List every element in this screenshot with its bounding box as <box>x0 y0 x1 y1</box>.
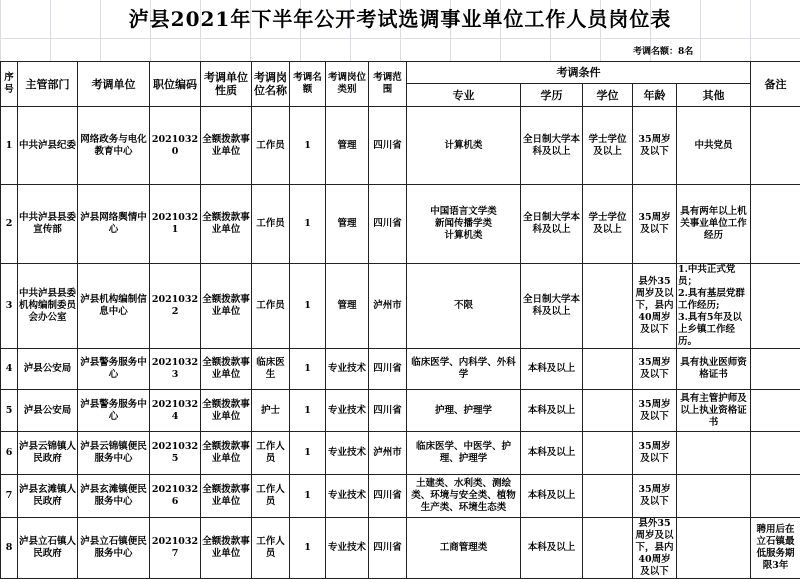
header-post: 考调岗位名称 <box>252 62 290 107</box>
cell-count: 1 <box>290 518 326 579</box>
cell-code: 20210321 <box>150 185 201 264</box>
cell-remark <box>751 349 800 390</box>
cell-other: 具有两年以上机关事业单位工作经历 <box>677 185 751 264</box>
cell-post: 工作员 <box>252 264 290 349</box>
cell-major: 护理、护理学 <box>407 390 521 432</box>
cell-major: 土建类、水利类、测绘类、环境与安全类、植物生产类、环境生态类 <box>407 475 521 518</box>
cell-education: 本科及以上 <box>521 432 583 475</box>
cell-other <box>677 518 751 579</box>
table-row <box>1 349 800 390</box>
cell-dept: 泸县玄滩镇人民政府 <box>18 475 78 518</box>
header-other: 其他 <box>677 84 751 107</box>
cell-seq: 2 <box>1 185 18 264</box>
header-count: 考调名额 <box>290 62 326 107</box>
cell-count: 1 <box>290 107 326 185</box>
cell-education: 全日制大学本科及以上 <box>521 107 583 185</box>
table-body <box>1 107 800 579</box>
cell-scope: 四川省 <box>369 390 407 432</box>
cell-post: 工作人员 <box>252 475 290 518</box>
cell-scope: 四川省 <box>369 475 407 518</box>
positions-table <box>0 61 800 579</box>
cell-other <box>677 432 751 475</box>
cell-scope: 四川省 <box>369 185 407 264</box>
cell-post: 工作人员 <box>252 518 290 579</box>
cell-seq: 8 <box>1 518 18 579</box>
cell-other: 中共党员 <box>677 107 751 185</box>
cell-major: 临床医学、中医学、护理、护理学 <box>407 432 521 475</box>
cell-post: 工作员 <box>252 185 290 264</box>
table-row <box>1 475 800 518</box>
cell-unit: 网络政务与电化教育中心 <box>78 107 150 185</box>
table-row <box>1 185 800 264</box>
cell-degree <box>583 518 633 579</box>
cell-education: 本科及以上 <box>521 518 583 579</box>
cell-dept: 中共泸县纪委 <box>18 107 78 185</box>
table-row <box>1 518 800 579</box>
quota-row <box>0 38 800 62</box>
cell-degree <box>583 349 633 390</box>
cell-age: 35周岁及以下 <box>633 349 677 390</box>
header-major: 专业 <box>407 84 521 107</box>
header-seq: 序号 <box>1 62 18 107</box>
cell-education: 本科及以上 <box>521 390 583 432</box>
cell-age: 35周岁及以下 <box>633 185 677 264</box>
header-degree: 学位 <box>583 84 633 107</box>
cell-major: 中国语言文学类 新闻传播学类 计算机类 <box>407 185 521 264</box>
cell-count: 1 <box>290 185 326 264</box>
cell-category: 管理 <box>326 185 369 264</box>
cell-unit: 泸县警务服务中心 <box>78 349 150 390</box>
cell-remark <box>751 475 800 518</box>
cell-category: 专业技术 <box>326 349 369 390</box>
cell-code: 20210325 <box>150 432 201 475</box>
cell-major: 不限 <box>407 264 521 349</box>
cell-category: 专业技术 <box>326 432 369 475</box>
cell-scope: 泸州市 <box>369 264 407 349</box>
cell-remark <box>751 107 800 185</box>
cell-seq: 3 <box>1 264 18 349</box>
cell-seq: 1 <box>1 107 18 185</box>
cell-category: 专业技术 <box>326 518 369 579</box>
cell-seq: 4 <box>1 349 18 390</box>
cell-remark <box>751 264 800 349</box>
cell-nature: 全额拨款事业单位 <box>201 518 252 579</box>
cell-other <box>677 475 751 518</box>
cell-code: 20210320 <box>150 107 201 185</box>
header-unit: 考调单位 <box>78 62 150 107</box>
cell-dept: 泸县公安局 <box>18 349 78 390</box>
cell-seq: 7 <box>1 475 18 518</box>
cell-code: 20210327 <box>150 518 201 579</box>
header-scope: 考调范围 <box>369 62 407 107</box>
cell-degree: 学士学位及以上 <box>583 185 633 264</box>
cell-education: 全日制大学本科及以上 <box>521 264 583 349</box>
cell-education: 本科及以上 <box>521 475 583 518</box>
cell-count: 1 <box>290 264 326 349</box>
cell-scope: 四川省 <box>369 349 407 390</box>
cell-other: 具有执业医师资格证书 <box>677 349 751 390</box>
cell-remark <box>751 390 800 432</box>
cell-code: 20210322 <box>150 264 201 349</box>
cell-post: 护士 <box>252 390 290 432</box>
table-row <box>1 264 800 349</box>
quota-label: 考调名额：8名 <box>633 44 693 57</box>
cell-nature: 全额拨款事业单位 <box>201 432 252 475</box>
page-title: 泸县2021年下半年公开考试选调事业单位工作人员岗位表 <box>0 0 800 38</box>
header-conditions: 考调条件 <box>407 62 751 84</box>
cell-age: 35周岁及以下 <box>633 432 677 475</box>
cell-post: 临床医生 <box>252 349 290 390</box>
cell-scope: 四川省 <box>369 107 407 185</box>
table-row <box>1 390 800 432</box>
cell-major: 计算机类 <box>407 107 521 185</box>
header-age: 年龄 <box>633 84 677 107</box>
cell-code: 20210326 <box>150 475 201 518</box>
cell-nature: 全额拨款事业单位 <box>201 475 252 518</box>
header-code: 职位编码 <box>150 62 201 107</box>
table-row <box>1 107 800 185</box>
cell-unit: 泸县警务服务中心 <box>78 390 150 432</box>
cell-unit: 泸县玄滩镇便民服务中心 <box>78 475 150 518</box>
cell-seq: 5 <box>1 390 18 432</box>
cell-code: 20210323 <box>150 349 201 390</box>
header-category: 考调岗位类别 <box>326 62 369 107</box>
cell-category: 管理 <box>326 264 369 349</box>
cell-dept: 泸县云锦镇人民政府 <box>18 432 78 475</box>
cell-age: 35周岁及以下 <box>633 107 677 185</box>
header-remark: 备注 <box>751 62 800 107</box>
cell-unit: 泸县机构编制信息中心 <box>78 264 150 349</box>
header-education: 学历 <box>521 84 583 107</box>
cell-unit: 泸县立石镇便民服务中心 <box>78 518 150 579</box>
cell-degree <box>583 475 633 518</box>
cell-dept: 泸县立石镇人民政府 <box>18 518 78 579</box>
cell-unit: 泸县网络舆情中心 <box>78 185 150 264</box>
cell-category: 管理 <box>326 107 369 185</box>
cell-remark <box>751 432 800 475</box>
cell-count: 1 <box>290 475 326 518</box>
cell-category: 专业技术 <box>326 390 369 432</box>
cell-age: 县外35周岁及以下，县内40周岁及以下 <box>633 518 677 579</box>
cell-nature: 全额拨款事业单位 <box>201 349 252 390</box>
cell-seq: 6 <box>1 432 18 475</box>
header-nature: 考调单位性质 <box>201 62 252 107</box>
cell-dept: 泸县公安局 <box>18 390 78 432</box>
cell-age: 县外35周岁及以下，县内40周岁及以下 <box>633 264 677 349</box>
cell-age: 35周岁及以下 <box>633 475 677 518</box>
cell-education: 全日制大学本科及以上 <box>521 185 583 264</box>
header-dept: 主管部门 <box>18 62 78 107</box>
cell-other: 具有主管护师及以上执业资格证书 <box>677 390 751 432</box>
cell-degree <box>583 264 633 349</box>
cell-scope: 四川省 <box>369 518 407 579</box>
cell-count: 1 <box>290 432 326 475</box>
table-row <box>1 432 800 475</box>
cell-count: 1 <box>290 349 326 390</box>
cell-nature: 全额拨款事业单位 <box>201 264 252 349</box>
cell-remark: 聘用后在立石镇最低服务期限3年 <box>751 518 800 579</box>
cell-nature: 全额拨款事业单位 <box>201 390 252 432</box>
cell-code: 20210324 <box>150 390 201 432</box>
cell-nature: 全额拨款事业单位 <box>201 185 252 264</box>
cell-count: 1 <box>290 390 326 432</box>
cell-scope: 泸州市 <box>369 432 407 475</box>
cell-degree <box>583 390 633 432</box>
cell-other: 1.中共正式党员； 2.具有基层党群工作经历; 3.具有5年及以上乡镇工作经历。 <box>677 264 751 349</box>
cell-nature: 全额拨款事业单位 <box>201 107 252 185</box>
cell-unit: 泸县云锦镇便民服务中心 <box>78 432 150 475</box>
cell-post: 工作人员 <box>252 432 290 475</box>
cell-post: 工作员 <box>252 107 290 185</box>
cell-education: 本科及以上 <box>521 349 583 390</box>
cell-major: 工商管理类 <box>407 518 521 579</box>
cell-age: 35周岁及以下 <box>633 390 677 432</box>
cell-major: 临床医学、内科学、外科学 <box>407 349 521 390</box>
cell-degree: 学士学位及以上 <box>583 107 633 185</box>
cell-dept: 中共泸县县委宣传部 <box>18 185 78 264</box>
cell-degree <box>583 432 633 475</box>
cell-dept: 中共泸县县委机构编制委员会办公室 <box>18 264 78 349</box>
cell-remark <box>751 185 800 264</box>
cell-category: 专业技术 <box>326 475 369 518</box>
